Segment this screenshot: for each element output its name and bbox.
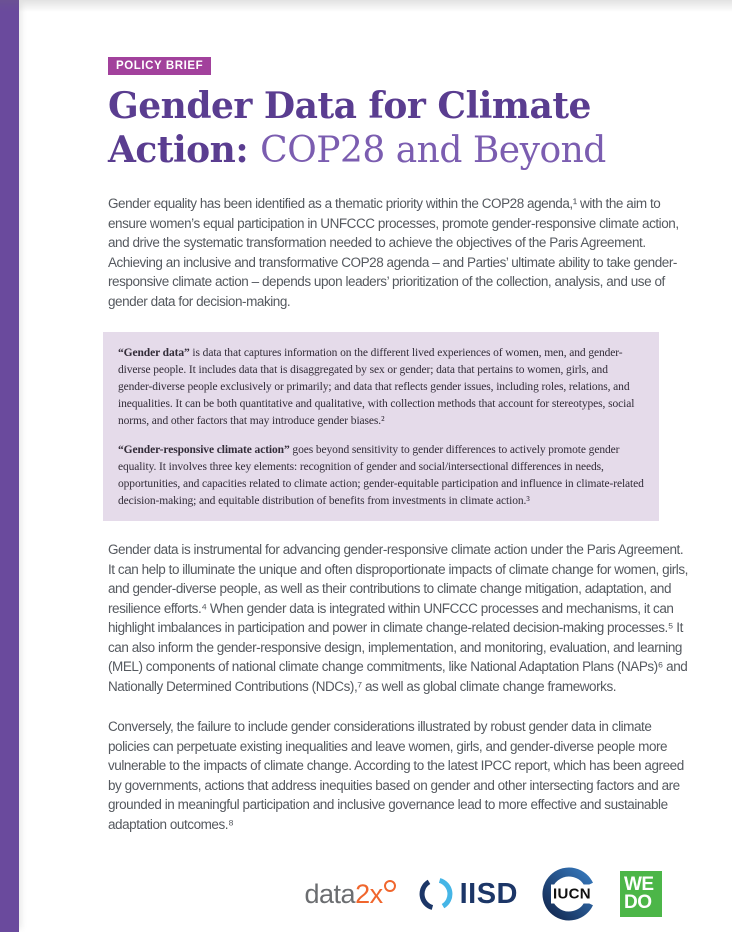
iisd-circle-icon <box>418 876 454 912</box>
wedo-logo-line2: DO <box>624 892 652 913</box>
wedo-logo-line1: WE <box>624 873 654 895</box>
intro-paragraph: Gender equality has been identified as a thematic priority within the COP28 agenda,¹ with the aim to ensure women’s equal participation in UNFCCC processes, promote gender-responsive climate action, and drive the systematic transformation needed to achieve the objectives of the Paris Agreement. Achieving an inclusive and transformative COP28 agenda – and Parties’ ultimate ability to take gender-responsive climate action – depends upon leaders’ prioritization of the collection, analysis, and use of gender data for decision-making. <box>108 196 679 309</box>
iucn-logo <box>540 865 598 923</box>
iucn-logo-text: IUCN <box>553 885 591 903</box>
definition-gender-data-term: “Gender data” <box>118 347 190 359</box>
body-paragraph-3: Conversely, the failure to include gender considerations illustrated by robust gender data in climate policies can perpetuate existing inequalities and leave women, girls, and gender-diverse people more vulnerable to the impacts of climate change. According to the latest IPCC report, which has been agreed by governments, actions that address inequities based on gender and other intersecting factors and are grounded in meaningful participation and inclusive governance lead to more effective and sustainable adaptation outcomes.⁸ <box>108 719 684 832</box>
title-line-2: Action: COP28 and Beyond <box>108 129 606 171</box>
body-paragraph-2: Gender data is instrumental for advancing gender-responsive climate action under the Paris Agreement. It can help to illuminate the unique and often disproportionate impacts of climate change for women, girls, and gender-diverse people, as well as their contributions to climate change mitigation, adaptation, and resilience efforts.⁴ When gender data is integrated within UNFCCC processes and mechanisms, it can highlight imbalances in participation and power in climate change-related decision-making processes.⁵ It can also inform the gender-responsive design, implementation, and monitoring, evaluation, and learning (MEL) components of national climate change commitments, like National Adaptation Plans (NAPs)⁶ and Nationally Determined Contributions (NDCs),⁷ as well as global climate change frameworks. <box>108 542 688 694</box>
definition-gender-responsive-term: “Gender-responsive climate action” <box>118 444 290 456</box>
data2x-ring-icon <box>384 880 396 892</box>
definition-gender-responsive: “Gender-responsive climate action” goes beyond sensitivity to gender differences to actively promote gender equality. It involves three key elements: recognition of gender and social/intersectional differences in needs, opportunities, and capacities related to climate action; gender-equitable participation and influence in climate-related decision-making; and equitable distribution of benefits from investments in climate action.³ <box>118 444 644 507</box>
definition-box <box>103 332 659 521</box>
page-content <box>108 0 692 834</box>
data2x-logo <box>305 880 396 908</box>
data2x-logo-text: data <box>304 879 356 909</box>
title-line-1: Gender Data for Climate <box>108 85 591 127</box>
wedo-logo <box>620 871 662 917</box>
page-title <box>108 84 692 173</box>
data2x-logo-text-orange: 2x <box>355 879 383 909</box>
partner-logos-row <box>305 863 663 925</box>
iisd-logo <box>418 876 518 912</box>
policy-brief-badge: POLICY BRIEF <box>108 57 211 75</box>
definition-gender-data: “Gender data” is data that captures information on the different lived experiences of women, men, and gender-diverse people. It includes data that is disaggregated by sex or gender; data that pertains to women, girls, and gender-diverse people exclusively or primarily; and data that reflects gender issues, including roles, relations, and inequalities. It can be both quantitative and qualitative, with collection methods that account for stereotypes, social norms, and other factors that may introduce gender biases.² <box>118 347 635 427</box>
iisd-logo-text: IISD <box>459 877 518 910</box>
left-purple-accent-bar <box>0 0 19 932</box>
